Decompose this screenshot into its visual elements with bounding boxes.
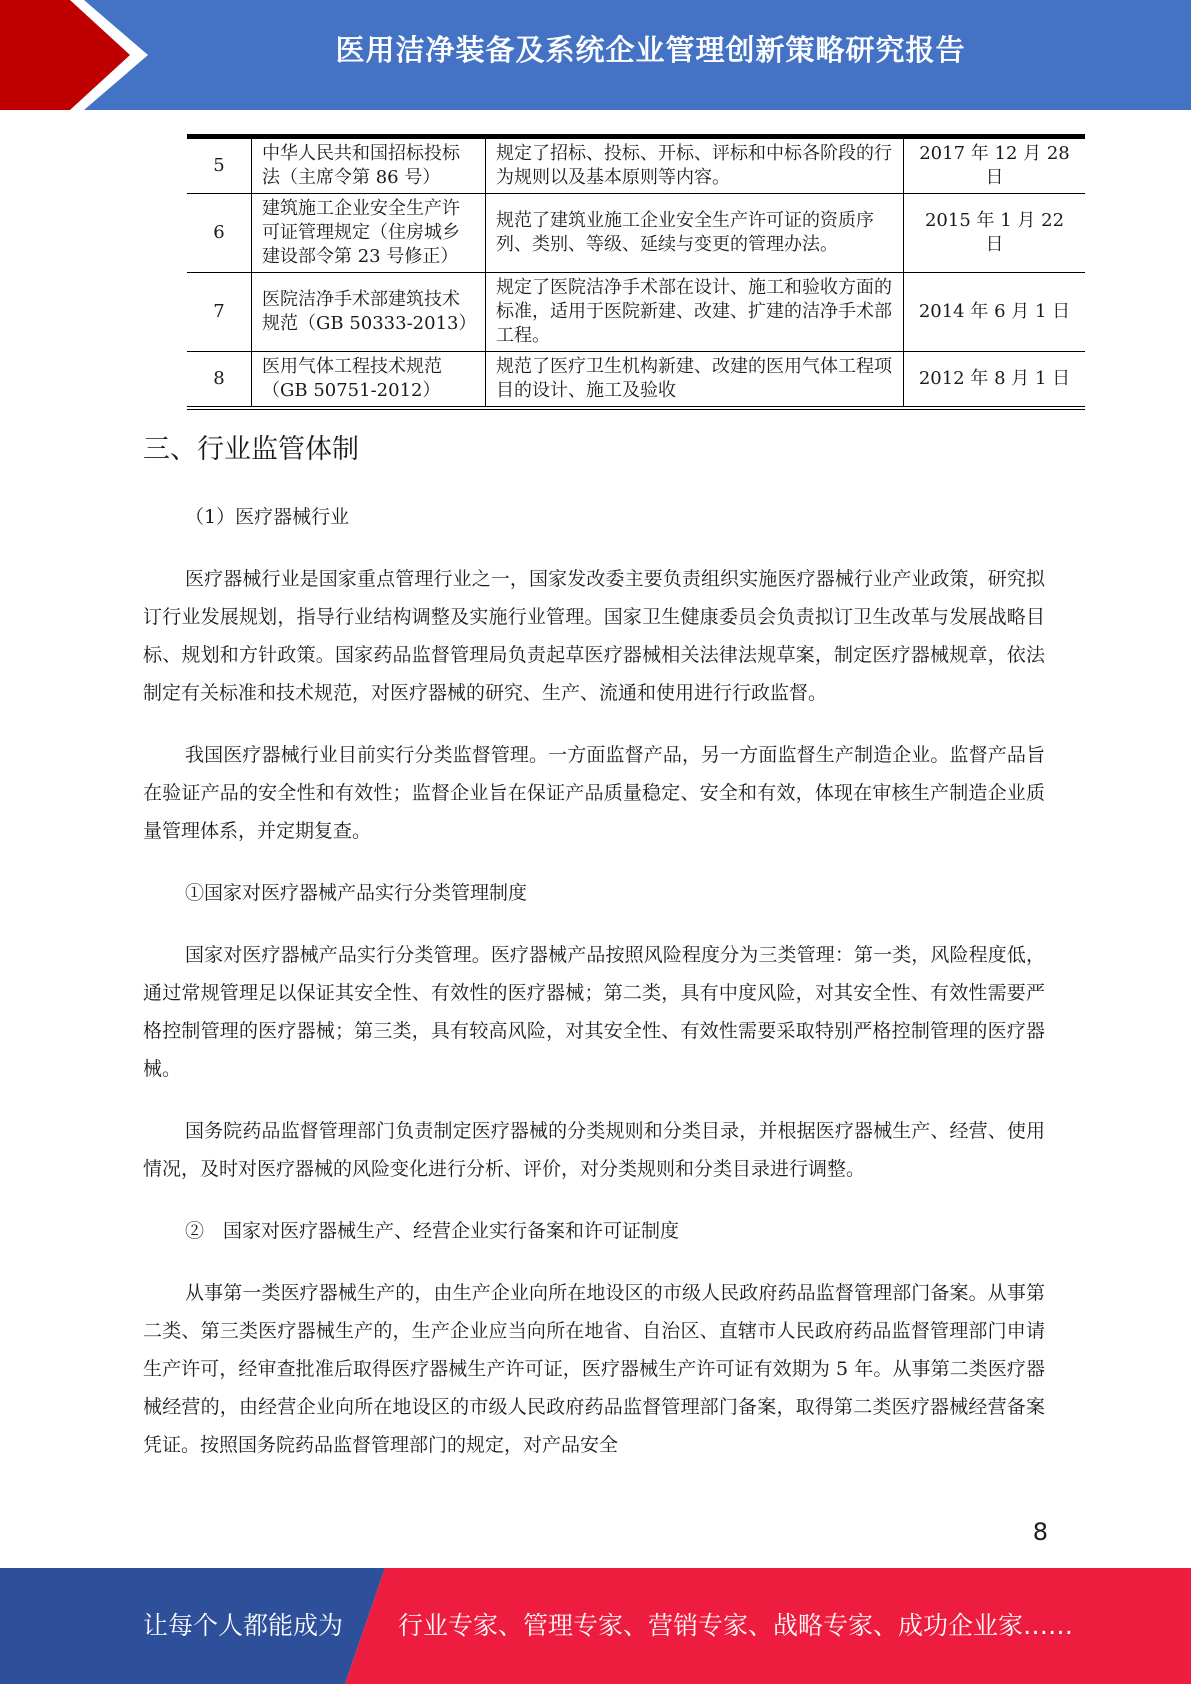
row-number: 8 xyxy=(187,352,252,409)
regulation-description: 规定了招标、投标、开标、评标和中标各阶段的行为规则以及基本原则等内容。 xyxy=(486,137,904,194)
regulation-description: 规定了医院洁净手术部在设计、施工和验收方面的标准，适用于医院新建、改建、扩建的洁净手术部工程。 xyxy=(486,273,904,352)
effective-date: 2015 年 1 月 22 日 xyxy=(904,194,1086,273)
regulation-description: 规范了医疗卫生机构新建、改建的医用气体工程项目的设计、施工及验收 xyxy=(486,352,904,409)
body-content xyxy=(143,430,1045,1488)
header-banner xyxy=(0,0,1191,110)
subheading-classification: ①国家对医疗器械产品实行分类管理制度 xyxy=(185,882,528,904)
table-row xyxy=(187,194,1085,273)
effective-date: 2014 年 6 月 1 日 xyxy=(904,273,1086,352)
footer-slogan-left: 让每个人都能成为 xyxy=(143,1611,344,1640)
paragraph: 国家对医疗器械产品实行分类管理。医疗器械产品按照风险程度分为三类管理：第一类，风险程度低，通过常规管理足以保证其安全性、有效性的医疗器械；第二类，具有中度风险，对其安全性、有效性需要严格控制管理的医疗器械；第三类，具有较高风险，对其安全性、有效性需要采取特别严格控制管理的医疗器械。 xyxy=(143,944,1045,1080)
table-row xyxy=(187,137,1085,194)
footer-slogan-right: 行业专家、管理专家、营销专家、战略专家、成功企业家…… xyxy=(398,1611,1074,1640)
table-row xyxy=(187,273,1085,352)
row-number: 5 xyxy=(213,155,225,176)
section-heading: 三、行业监管体制 xyxy=(143,434,359,465)
regulation-name: 建筑施工企业安全生产许可证管理规定（住房城乡建设部令第 23 号修正） xyxy=(252,194,486,273)
effective-date: 2012 年 8 月 1 日 xyxy=(904,352,1086,409)
regulation-name: 医院洁净手术部建筑技术规范（GB 50333-2013） xyxy=(252,273,486,352)
regulation-name: 中华人民共和国招标投标法（主席令第 86 号） xyxy=(252,137,486,194)
row-number: 7 xyxy=(187,273,252,352)
page-number: 8 xyxy=(1032,1518,1048,1546)
regulation-description: 规范了建筑业施工企业安全生产许可证的资质序列、类别、等级、延续与变更的管理办法。 xyxy=(486,194,904,273)
row-number: 6 xyxy=(187,194,252,273)
paragraph: 我国医疗器械行业目前实行分类监督管理。一方面监督产品，另一方面监督生产制造企业。监督产品旨在验证产品的安全性和有效性；监督企业旨在保证产品质量稳定、安全和有效，体现在审核生产制造企业质量管理体系，并定期复查。 xyxy=(143,744,1045,842)
regulation-name: 医用气体工程技术规范（GB 50751-2012） xyxy=(252,352,486,409)
paragraph: 国务院药品监督管理部门负责制定医疗器械的分类规则和分类目录，并根据医疗器械生产、经营、使用情况，及时对医疗器械的风险变化进行分析、评价，对分类规则和分类目录进行调整。 xyxy=(143,1120,1045,1180)
effective-date: 2017 年 12 月 28 日 xyxy=(904,137,1086,194)
report-title: 医用洁净装备及系统企业管理创新策略研究报告 xyxy=(335,33,966,67)
subheading-medical-devices: （1）医疗器械行业 xyxy=(185,506,350,528)
subheading-licensing: ② 国家对医疗器械生产、经营企业实行备案和许可证制度 xyxy=(185,1220,680,1242)
table-row xyxy=(187,352,1085,409)
regulations-table xyxy=(187,134,1085,410)
paragraph: 从事第一类医疗器械生产的，由生产企业向所在地设区的市级人民政府药品监督管理部门备案。从事第二类、第三类医疗器械生产的，生产企业应当向所在地省、自治区、直辖市人民政府药品监督管理部门申请生产许可，经审查批准后取得医疗器械生产许可证，医疗器械生产许可证有效期为 5 年。从事第二类医疗器械经营的，由经营企业向所在地设区的市级人民政府药品监督管理部门备案，取得第二类医疗器械经营备案凭证。按照国务院药品监督管理部门的规定，对产品安全 xyxy=(143,1282,1045,1456)
paragraph: 医疗器械行业是国家重点管理行业之一，国家发改委主要负责组织实施医疗器械行业产业政策，研究拟订行业发展规划，指导行业结构调整及实施行业管理。国家卫生健康委员会负责拟订卫生改革与发展战略目标、规划和方针政策。国家药品监督管理局负责起草医疗器械相关法律法规草案，制定医疗器械规章，依法制定有关标准和技术规范，对医疗器械的研究、生产、流通和使用进行行政监督。 xyxy=(143,568,1045,704)
footer-banner xyxy=(0,1568,1191,1684)
